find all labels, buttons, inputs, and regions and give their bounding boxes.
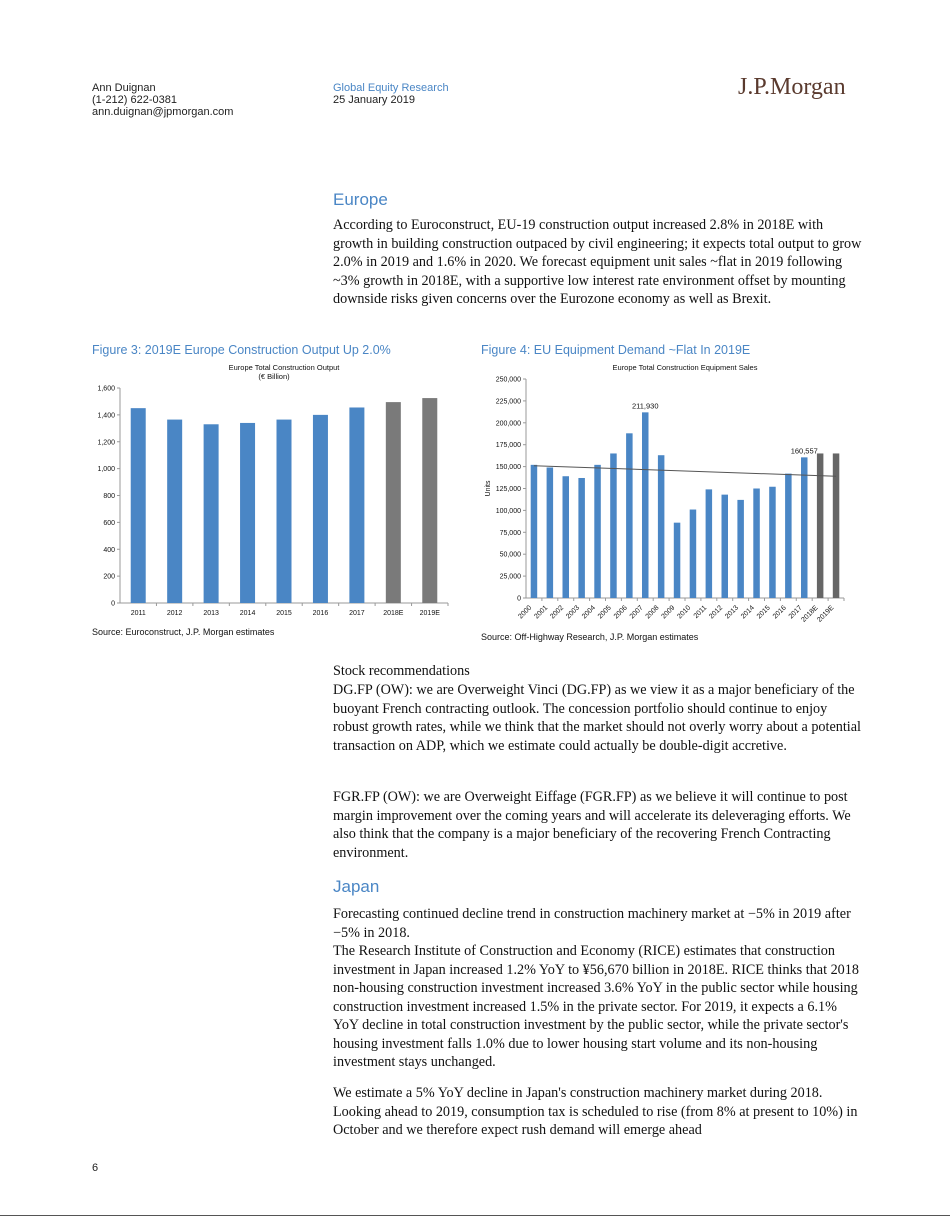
fgr-recommendation: FGR.FP (OW): we are Overweight Eiffage (FGR.FP) as we believe it will continue to post margin improvement over the coming years and will accelerate its deleveraging efforts. We also think that the company is a major beneficiary of the recovering French Contracting environment. bbox=[333, 789, 851, 861]
bar-2015 bbox=[277, 420, 292, 603]
bar-2010 bbox=[690, 510, 697, 598]
y-tick-label: 150,000 bbox=[495, 464, 521, 472]
japan-paragraph-1: Forecasting continued decline trend in construction machinery market at −5% in 2019 after −5% in 2018. bbox=[333, 906, 851, 941]
bar-2014 bbox=[753, 489, 760, 599]
y-tick-label: 400 bbox=[103, 546, 115, 554]
y-tick-label: 250,000 bbox=[495, 376, 521, 384]
bar-2017 bbox=[801, 457, 808, 598]
page-number: 6 bbox=[92, 1162, 99, 1174]
bar-2012 bbox=[167, 420, 182, 603]
x-tick-label: 2013 bbox=[203, 610, 219, 617]
data-label: 211,930 bbox=[631, 401, 659, 411]
y-tick-label: 1,200 bbox=[97, 439, 115, 447]
x-tick-label: 2015 bbox=[755, 604, 772, 621]
author-phone: (1-212) 622-0381 bbox=[92, 94, 178, 106]
bar-2015 bbox=[769, 487, 776, 598]
report-info bbox=[333, 82, 449, 106]
bar-2019E bbox=[833, 453, 840, 598]
x-tick-label: 2001 bbox=[533, 604, 550, 621]
bar-2016 bbox=[785, 474, 792, 598]
trend-line bbox=[534, 466, 836, 477]
chart-title: Europe Total Construction Output bbox=[228, 363, 340, 372]
y-tick-label: 1,600 bbox=[97, 385, 115, 393]
x-tick-label: 2012 bbox=[166, 610, 183, 617]
y-tick-label: 200 bbox=[103, 573, 115, 581]
figure3-caption: Figure 3: 2019E Europe Construction Output Up 2.0% bbox=[92, 343, 391, 357]
y-tick-label: 100,000 bbox=[495, 507, 521, 515]
y-tick-label: 50,000 bbox=[499, 551, 521, 559]
x-tick-label: 2009 bbox=[660, 604, 677, 621]
author-name: Ann Duignan bbox=[92, 82, 156, 94]
x-tick-label: 2000 bbox=[517, 604, 534, 621]
bar-2014 bbox=[240, 423, 255, 603]
japan-paragraph-3: We estimate a 5% YoY decline in Japan's construction machinery market during 2018. Looking ahead to 2019, consumption tax is scheduled to rise (from 8% at present to 10%) in October and we therefore expect rush demand will emerge ahead bbox=[333, 1085, 858, 1138]
bar-2008 bbox=[658, 455, 665, 598]
x-tick-label: 2006 bbox=[612, 604, 629, 621]
figure4-chart bbox=[478, 358, 858, 633]
y-tick-label: 75,000 bbox=[499, 529, 521, 537]
bar-2013 bbox=[737, 500, 744, 598]
x-tick-label: 2003 bbox=[565, 604, 582, 621]
bar-2011 bbox=[706, 489, 713, 598]
x-tick-label: 2010 bbox=[676, 604, 693, 621]
dg-recommendation: DG.FP (OW): we are Overweight Vinci (DG.FP) as we view it as a major beneficiary of the buoyant French contracting outlook. The concession portfolio should continue to enjoy robust growth rates, while we think that the market should not overly worry about a potential transaction on ADP, which we estimate could actually be double-digit accretive. bbox=[333, 682, 861, 754]
japan-paragraph-2: The Research Institute of Construction and Economy (RICE) estimates that construction investment in Japan increased 1.2% YoY to ¥56,670 billion in 2018E. RICE thinks that 2018 non-housing construction investment increased 3.6% YoY in the public sector while housing construction investment increased 1.5% in the private sector. For 2019, it expects a 6.1% YoY decline in total construction investment by the public sector, while the private sector's housing investment falls 1.0% due to lower housing start volume and its non-housing investment stays unchanged. bbox=[333, 943, 859, 1070]
x-tick-label: 2017 bbox=[787, 604, 804, 621]
data-label: 160,557 bbox=[790, 446, 818, 456]
x-tick-label: 2008 bbox=[644, 604, 661, 621]
department-label: Global Equity Research bbox=[333, 82, 449, 94]
x-tick-label: 2007 bbox=[628, 604, 645, 621]
bar-2007 bbox=[642, 412, 649, 598]
footer-divider bbox=[0, 1215, 950, 1216]
figure3-source: Source: Euroconstruct, J.P. Morgan estimates bbox=[92, 627, 275, 637]
x-tick-label: 2016 bbox=[312, 610, 329, 617]
figure3-chart bbox=[88, 358, 458, 623]
x-tick-label: 2013 bbox=[724, 604, 741, 621]
y-tick-label: 800 bbox=[103, 493, 115, 500]
x-tick-label: 2014 bbox=[739, 604, 756, 621]
x-tick-label: 2014 bbox=[239, 610, 256, 617]
report-date: 25 January 2019 bbox=[333, 94, 415, 106]
x-tick-label: 2018E bbox=[383, 610, 404, 617]
figure4-source: Source: Off-Highway Research, J.P. Morgan estimates bbox=[481, 632, 699, 642]
x-tick-label: 2018E bbox=[800, 604, 820, 624]
bar-2003 bbox=[578, 478, 585, 598]
x-tick-label: 2017 bbox=[349, 610, 365, 617]
jpmorgan-logo: J.P.Morgan bbox=[738, 74, 846, 100]
y-tick-label: 0 bbox=[517, 595, 521, 603]
y-tick-label: 1,400 bbox=[97, 412, 115, 420]
figure4-caption: Figure 4: EU Equipment Demand ~Flat In 2019E bbox=[481, 343, 751, 357]
x-tick-label: 2019E bbox=[419, 610, 440, 617]
bar-2006 bbox=[626, 433, 633, 598]
y-tick-label: 25,000 bbox=[499, 573, 521, 581]
bar-2012 bbox=[722, 495, 729, 598]
stock-recommendations-heading: Stock recommendations bbox=[333, 663, 470, 679]
y-tick-label: 175,000 bbox=[495, 442, 521, 450]
chart-title: Europe Total Construction Equipment Sales bbox=[612, 363, 758, 372]
y-tick-label: 200,000 bbox=[495, 420, 521, 428]
x-tick-label: 2004 bbox=[580, 604, 597, 621]
bar-2000 bbox=[531, 465, 538, 598]
y-tick-label: 600 bbox=[103, 519, 115, 527]
bar-2004 bbox=[594, 465, 601, 598]
author-email[interactable]: ann.duignan@jpmorgan.com bbox=[92, 106, 234, 118]
author-block bbox=[92, 82, 233, 118]
chart-subtitle: (€ Billion) bbox=[258, 372, 290, 381]
bar-2018E bbox=[386, 402, 401, 603]
bar-2016 bbox=[313, 415, 328, 603]
japan-heading: Japan bbox=[333, 877, 380, 896]
y-axis-label: Units bbox=[485, 480, 492, 497]
x-tick-label: 2005 bbox=[596, 604, 613, 621]
y-tick-label: 1,000 bbox=[97, 466, 115, 474]
bar-2002 bbox=[563, 476, 570, 598]
europe-heading: Europe bbox=[333, 190, 388, 209]
y-tick-label: 0 bbox=[111, 600, 115, 608]
bar-2019E bbox=[422, 398, 437, 603]
x-tick-label: 2011 bbox=[130, 610, 146, 617]
bar-2013 bbox=[204, 424, 219, 603]
bar-2001 bbox=[547, 467, 554, 598]
x-tick-label: 2011 bbox=[692, 604, 709, 621]
bar-2009 bbox=[674, 523, 681, 598]
x-tick-label: 2016 bbox=[771, 604, 788, 621]
y-tick-label: 225,000 bbox=[495, 398, 521, 406]
x-tick-label: 2015 bbox=[276, 610, 292, 617]
x-tick-label: 2002 bbox=[549, 604, 566, 621]
x-tick-label: 2012 bbox=[708, 604, 725, 621]
europe-paragraph: According to Euroconstruct, EU-19 construction output increased 2.8% in 2018E with growth in building construction outpaced by civil engineering; it expects total output to grow 2.0% in 2019 and 1.6% in 2020. We forecast equipment unit sales ~flat in 2019 following ~3% growth in 2018E, with a supportive low interest rate environment offset by mounting downside risks given concerns over the Eurozone economy as well as Brexit. bbox=[333, 217, 862, 307]
bar-2011 bbox=[131, 408, 146, 603]
x-tick-label: 2019E bbox=[816, 604, 836, 624]
bar-2005 bbox=[610, 453, 617, 598]
y-tick-label: 125,000 bbox=[495, 486, 521, 493]
bar-2017 bbox=[349, 407, 364, 603]
